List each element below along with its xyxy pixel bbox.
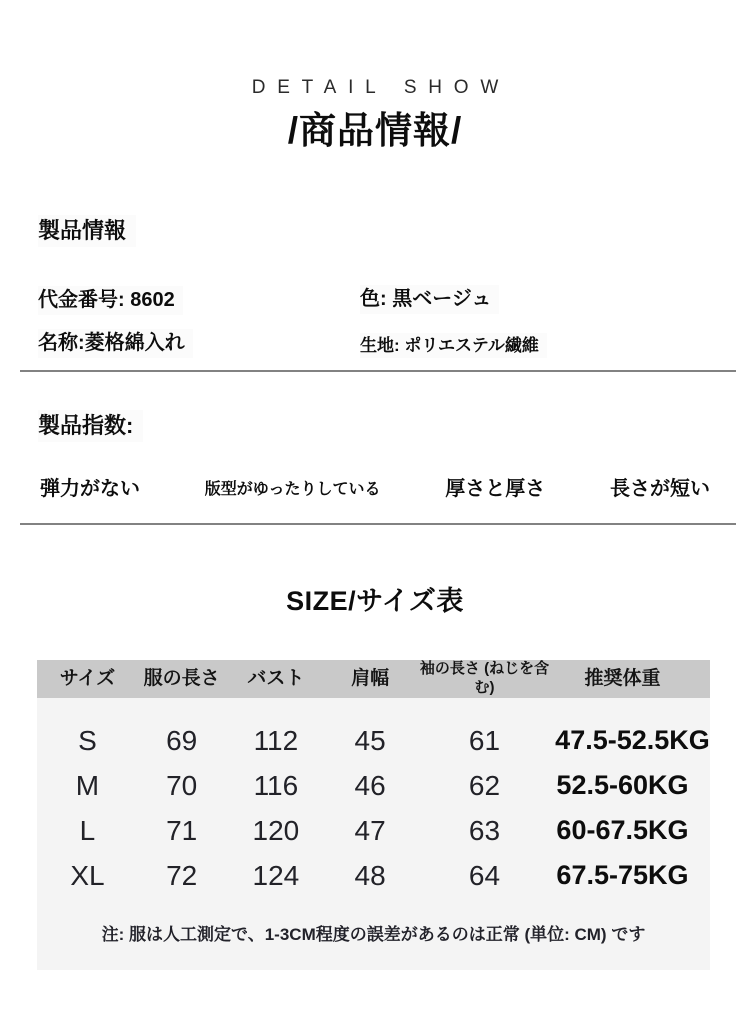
product-fabric-field: 生地: ポリエステル繊維 xyxy=(360,333,547,358)
table-row-xl xyxy=(37,853,710,898)
cell-shoulder: 47 xyxy=(354,815,386,846)
cell-weight: 52.5-60KG xyxy=(556,769,689,800)
cell-bust: 124 xyxy=(252,860,300,891)
cell-length: 69 xyxy=(166,725,198,756)
cell-sleeve: 64 xyxy=(468,860,501,891)
cell-shoulder: 48 xyxy=(354,860,386,891)
cell-size: S xyxy=(78,725,97,756)
size-table-body xyxy=(37,698,710,970)
header-length: 服の長さ xyxy=(143,668,220,690)
attribute-length: 長さが短い xyxy=(610,478,710,500)
header-weight: 推奨体重 xyxy=(584,668,661,690)
header-size: サイズ xyxy=(59,668,116,690)
header-shoulder: 肩幅 xyxy=(351,668,390,690)
product-name-field: 名称:菱格綿入れ xyxy=(38,329,193,358)
size-table-note: 注: 服は人工測定で、1-3CM程度の誤差があるのは正常 (単位: CM) です xyxy=(101,925,646,944)
cell-shoulder: 46 xyxy=(354,770,386,801)
size-table xyxy=(37,660,710,970)
header-bust: バスト xyxy=(247,668,305,690)
cell-bust: 116 xyxy=(253,770,299,801)
product-code-field: 代金番号: 8602 xyxy=(38,286,183,315)
cell-length: 70 xyxy=(166,770,198,801)
product-index-heading: 製品指数: xyxy=(38,410,143,442)
cell-sleeve: 62 xyxy=(468,770,501,801)
header-sleeve: 袖の長さ (ねじを含む) xyxy=(419,660,550,696)
cell-sleeve: 63 xyxy=(468,815,501,846)
cell-length: 71 xyxy=(166,815,198,846)
cell-sleeve: 61 xyxy=(468,725,501,756)
table-row-s xyxy=(37,718,710,763)
product-info-heading: 製品情報 xyxy=(38,215,136,247)
product-color-field: 色: 黒ベージュ xyxy=(360,285,499,314)
detail-show-label: DETAIL SHOW xyxy=(251,77,511,98)
cell-size: XL xyxy=(70,860,105,891)
cell-shoulder: 45 xyxy=(354,725,386,756)
attribute-row xyxy=(40,477,710,502)
size-table-title: SIZE/サイズ表 xyxy=(286,586,464,616)
cell-bust: 120 xyxy=(252,815,300,846)
cell-size: M xyxy=(75,770,100,801)
cell-weight: 67.5-75KG xyxy=(556,859,689,890)
attribute-thickness: 厚さと厚さ xyxy=(445,478,546,500)
cell-size: L xyxy=(79,815,96,846)
cell-length: 72 xyxy=(166,860,198,891)
attribute-fit: 版型がゆったりしている xyxy=(204,480,381,498)
table-row-m xyxy=(37,763,710,808)
cell-bust: 112 xyxy=(253,725,299,756)
page-title: /商品情報/ xyxy=(287,110,463,151)
table-row-l xyxy=(37,808,710,853)
divider xyxy=(20,523,736,525)
cell-weight: 60-67.5KG xyxy=(556,814,689,845)
cell-weight: 47.5-52.5KG xyxy=(555,724,710,755)
attribute-elasticity: 弾力がない xyxy=(40,478,140,500)
size-table-header-row xyxy=(37,660,710,698)
divider xyxy=(20,370,736,372)
